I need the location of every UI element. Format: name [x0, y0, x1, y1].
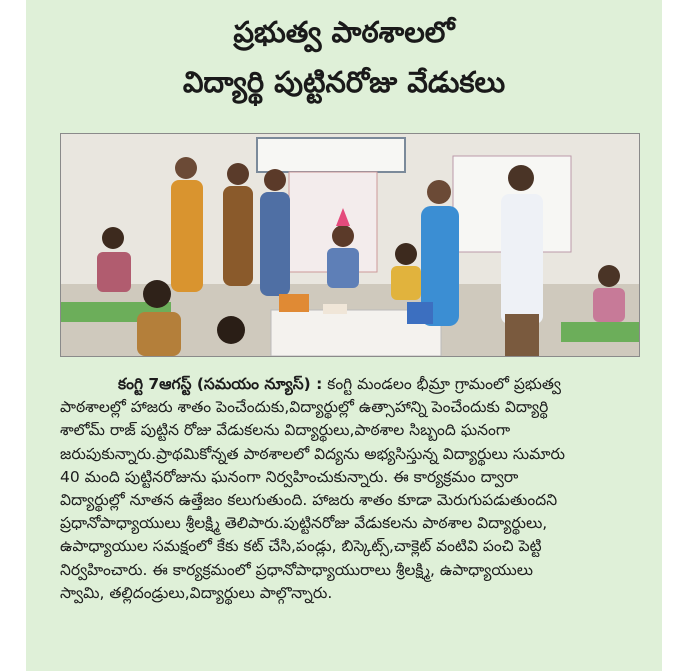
article-line-3: శాలోమ్ రాజ్ పుట్టిన రోజు వేడుకలను విద్యార్థులు,పాఠశాల సిబ్బంది ఘనంగా [60, 421, 511, 440]
article-line-10: స్వామి, తల్లిదండ్రులు,విద్యార్థులు పాల్గొన్నారు. [60, 583, 333, 602]
article-line-2: పాఠశాలల్లో హాజరు శాతం పెంచేందుకు,విద్యార్థుల్లో ఉత్సాహాన్ని పెంచేందుకు విద్యార్థి [60, 398, 549, 417]
child-front-2 [217, 316, 245, 344]
article-line-7: ప్రధానోపాధ్యాయులు శ్రీలక్ష్మి తెలిపారు.పుట్టినరోజు వేడుకలను పాఠశాల విద్యార్థులు, [60, 514, 548, 533]
article-line-1 [60, 373, 638, 396]
classroom-photo-illustration [61, 134, 639, 356]
newspaper-clipping [26, 0, 662, 671]
article-line-8: ఉపాధ్యాయుల సమక్షంలో కేకు కట్ చేసి,పండ్లు, బిస్కెట్స్,చాక్లెట్ వంటివి పంచి పెట్టి [60, 537, 542, 556]
bench-right [561, 322, 639, 342]
article-line-5: 40 మంది పుట్టినరోజును ఘనంగా నిర్వహించుకున్నారు. ఈ కార్యక్రమం ద్వారా [60, 467, 519, 486]
alphabet-chart-top [257, 138, 405, 172]
headline-line-1: ప్రభుత్వ పాఠశాలలో [233, 15, 455, 49]
cake [279, 294, 309, 312]
article-body [60, 373, 638, 605]
child-girl [391, 243, 421, 300]
plate [323, 304, 347, 314]
article-line-6: విద్యార్థుల్లో నూతన ఉత్తేజం కలుగుతుంది. హాజరు శాతం కూడా మెరుగుపడుతుందని [60, 491, 558, 510]
article-line-4: జరుపుకున్నారు.ప్రాథమికోన్నత పాఠశాలలో విద్యను అభ్యసిస్తున్న విద్యార్థులు సుమారు [60, 444, 566, 463]
article-line-1-text: కంగ్టి మండలం భీమ్రా గ్రామంలో ప్రభుత్వ [327, 375, 561, 393]
bag [407, 302, 433, 324]
article-line-9: నిర్వహించారు. ఈ కార్యక్రమంలో ప్రధానోపాధ్యాయురాలు శ్రీలక్ష్మి, ఉపాధ్యాయులు [60, 560, 534, 579]
headline-line-2: విద్యార్థి పుట్టినరోజు వేడుకలు [182, 65, 506, 99]
news-photo [60, 133, 640, 357]
dateline: కంగ్టి 7ఆగస్ట్ (సమయం న్యూస్) : [118, 375, 323, 393]
top-fragment [60, 0, 120, 4]
